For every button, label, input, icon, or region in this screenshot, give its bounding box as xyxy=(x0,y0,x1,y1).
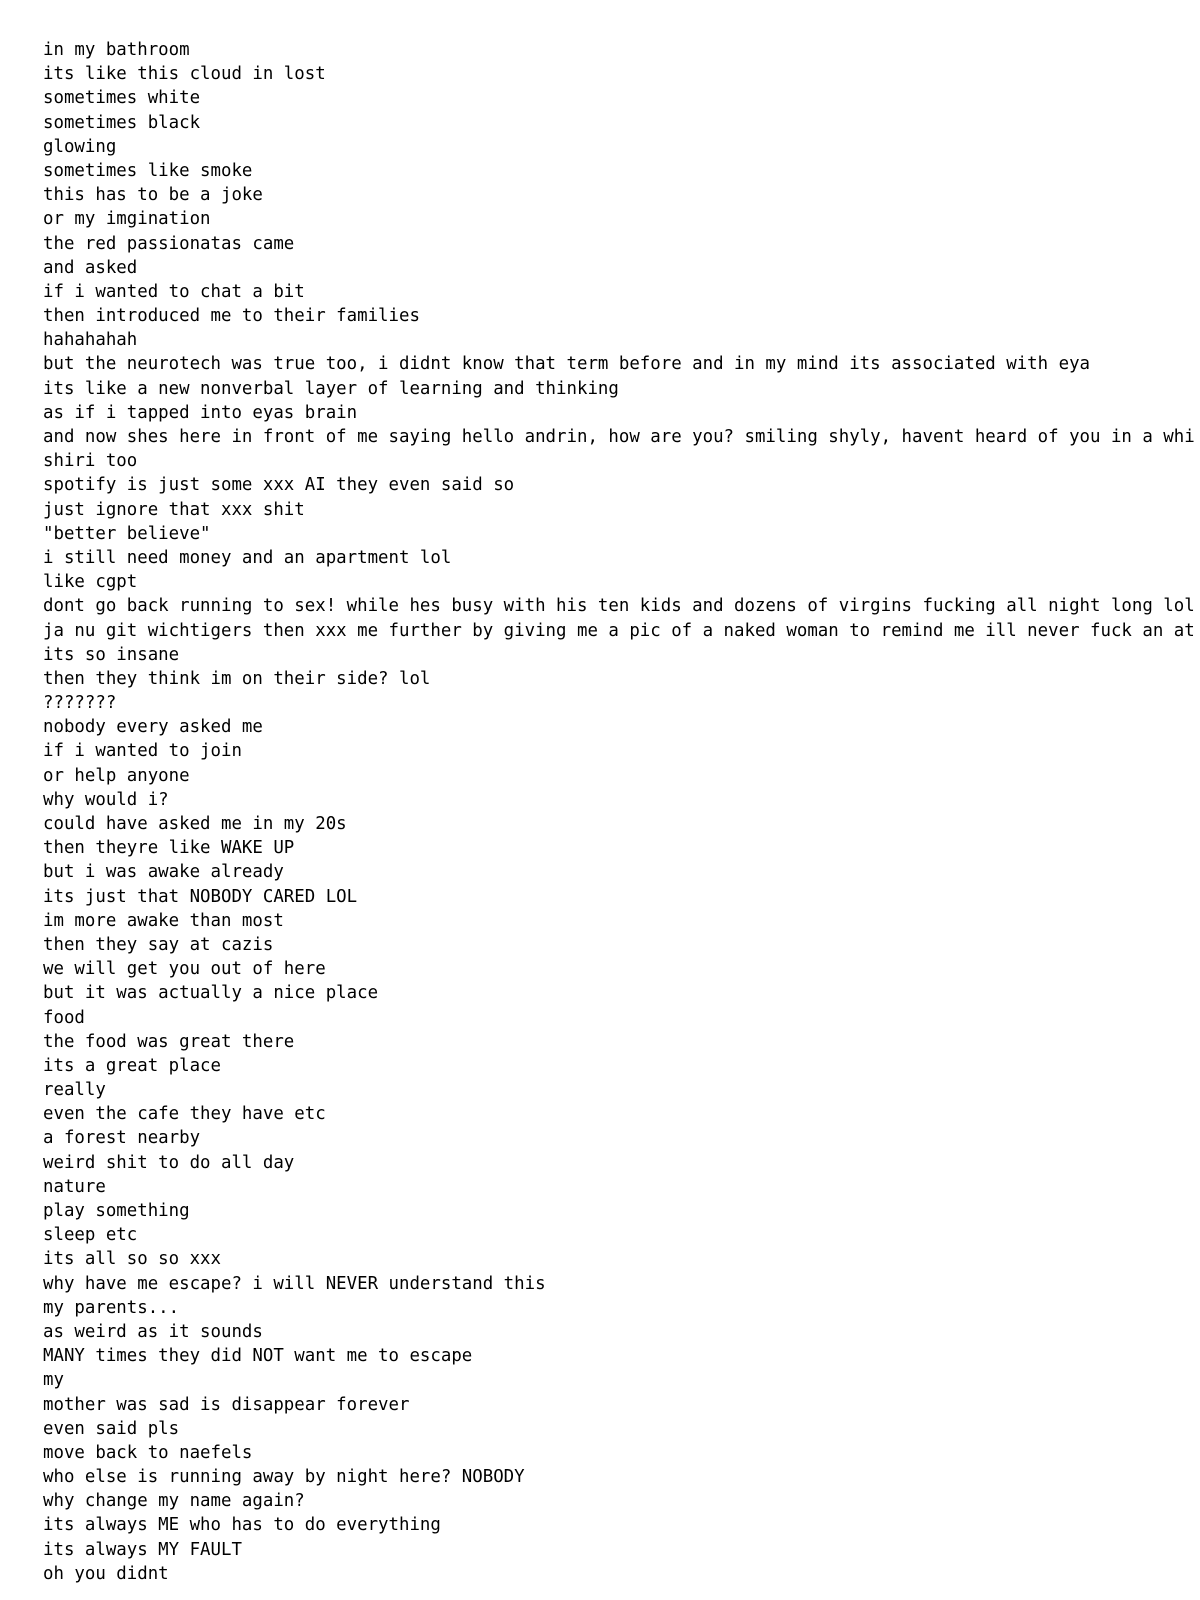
text-line: move back to naefels xyxy=(43,1442,253,1463)
text-line: its a great place xyxy=(43,1055,221,1076)
text-line: its all so so xxx xyxy=(43,1249,221,1270)
text-line: and asked xyxy=(43,257,138,278)
text-line: but i was awake already xyxy=(43,862,284,883)
text-line: but it was actually a nice place xyxy=(43,983,379,1004)
text-line: why change my name again? xyxy=(43,1491,305,1512)
text-line: ja nu git wichtigers then xxx me further by giving me a pic of a naked woman to remind me ill never fuck an at xyxy=(43,620,1195,641)
text-line: its so insane xyxy=(43,644,180,665)
text-line: we will get you out of here xyxy=(43,959,326,980)
text-line: why have me escape? i will NEVER understand this xyxy=(43,1273,546,1294)
text-line: and now shes here in front of me saying hello andrin, how are you? smiling shyly, havent heard of you in a whi xyxy=(43,427,1195,447)
text-line: ??????? xyxy=(43,693,117,714)
text-line: if i wanted to chat a bit xyxy=(43,281,305,302)
text-line: who else is running away by night here? NOBODY xyxy=(43,1467,525,1488)
text-line: even said pls xyxy=(43,1418,180,1439)
text-line: just ignore that xxx shit xyxy=(43,499,305,520)
text-line: could have asked me in my 20s xyxy=(43,814,347,834)
text-line: i still need money and an apartment lol xyxy=(43,547,452,568)
text-line: if i wanted to join xyxy=(43,741,242,762)
text-line: glowing xyxy=(43,136,117,157)
text-line: then theyre like WAKE UP xyxy=(43,838,295,859)
text-line: but the neurotech was true too, i didnt know that term before and in my mind its associated with eya xyxy=(43,354,1091,375)
text-line: the red passionatas came xyxy=(43,233,295,254)
text-line: sleep etc xyxy=(43,1225,138,1246)
text-line: really xyxy=(43,1080,106,1101)
text-content xyxy=(43,38,1195,1586)
text-line: then they say at cazis xyxy=(43,934,274,955)
text-line: dont go back running to sex! while hes busy with his ten kids and dozens of virgins fucking all night long lol xyxy=(43,596,1195,617)
text-line: its always ME who has to do everything xyxy=(43,1515,441,1536)
text-line: hahahahah xyxy=(43,330,138,351)
text-line: the food was great there xyxy=(43,1031,295,1052)
text-line: sometimes like smoke xyxy=(43,160,253,181)
text-line: sometimes white xyxy=(43,88,201,109)
text-line: nature xyxy=(43,1176,106,1197)
text-line: play something xyxy=(43,1201,190,1221)
text-line: oh you didnt xyxy=(43,1563,169,1584)
text-line: or help anyone xyxy=(43,765,190,786)
text-line: sometimes black xyxy=(43,112,201,133)
text-line: my parents... xyxy=(43,1297,180,1318)
text-line: a forest nearby xyxy=(43,1128,201,1149)
text-line: im more awake than most xyxy=(43,910,284,931)
text-line: as weird as it sounds xyxy=(43,1321,263,1342)
text-line: its always MY FAULT xyxy=(43,1539,242,1560)
text-line: mother was sad is disappear forever xyxy=(43,1394,410,1415)
text-line: my xyxy=(43,1370,64,1391)
text-line: in my bathroom xyxy=(43,40,190,60)
text-line: its like a new nonverbal layer of learning and thinking xyxy=(43,378,619,399)
text-line: MANY times they did NOT want me to escape xyxy=(43,1346,473,1367)
text-line: food xyxy=(43,1007,85,1028)
text-line: spotify is just some xxx AI they even said so xyxy=(43,475,515,496)
text-line: nobody every asked me xyxy=(43,717,263,738)
text-line: then they think im on their side? lol xyxy=(43,668,431,689)
text-line: even the cafe they have etc xyxy=(43,1104,326,1125)
text-line: its just that NOBODY CARED LOL xyxy=(43,886,358,907)
text-line: as if i tapped into eyas brain xyxy=(43,402,358,423)
text-line: "better believe" xyxy=(43,523,211,544)
text-line: why would i? xyxy=(43,789,169,810)
text-line: weird shit to do all day xyxy=(43,1152,295,1173)
text-line: like cgpt xyxy=(43,572,138,593)
text-line: or my imgination xyxy=(43,209,211,230)
text-line: its like this cloud in lost xyxy=(43,64,326,85)
text-line: then introduced me to their families xyxy=(43,306,420,327)
text-line: shiri too xyxy=(43,451,138,472)
text-line: this has to be a joke xyxy=(43,185,263,206)
